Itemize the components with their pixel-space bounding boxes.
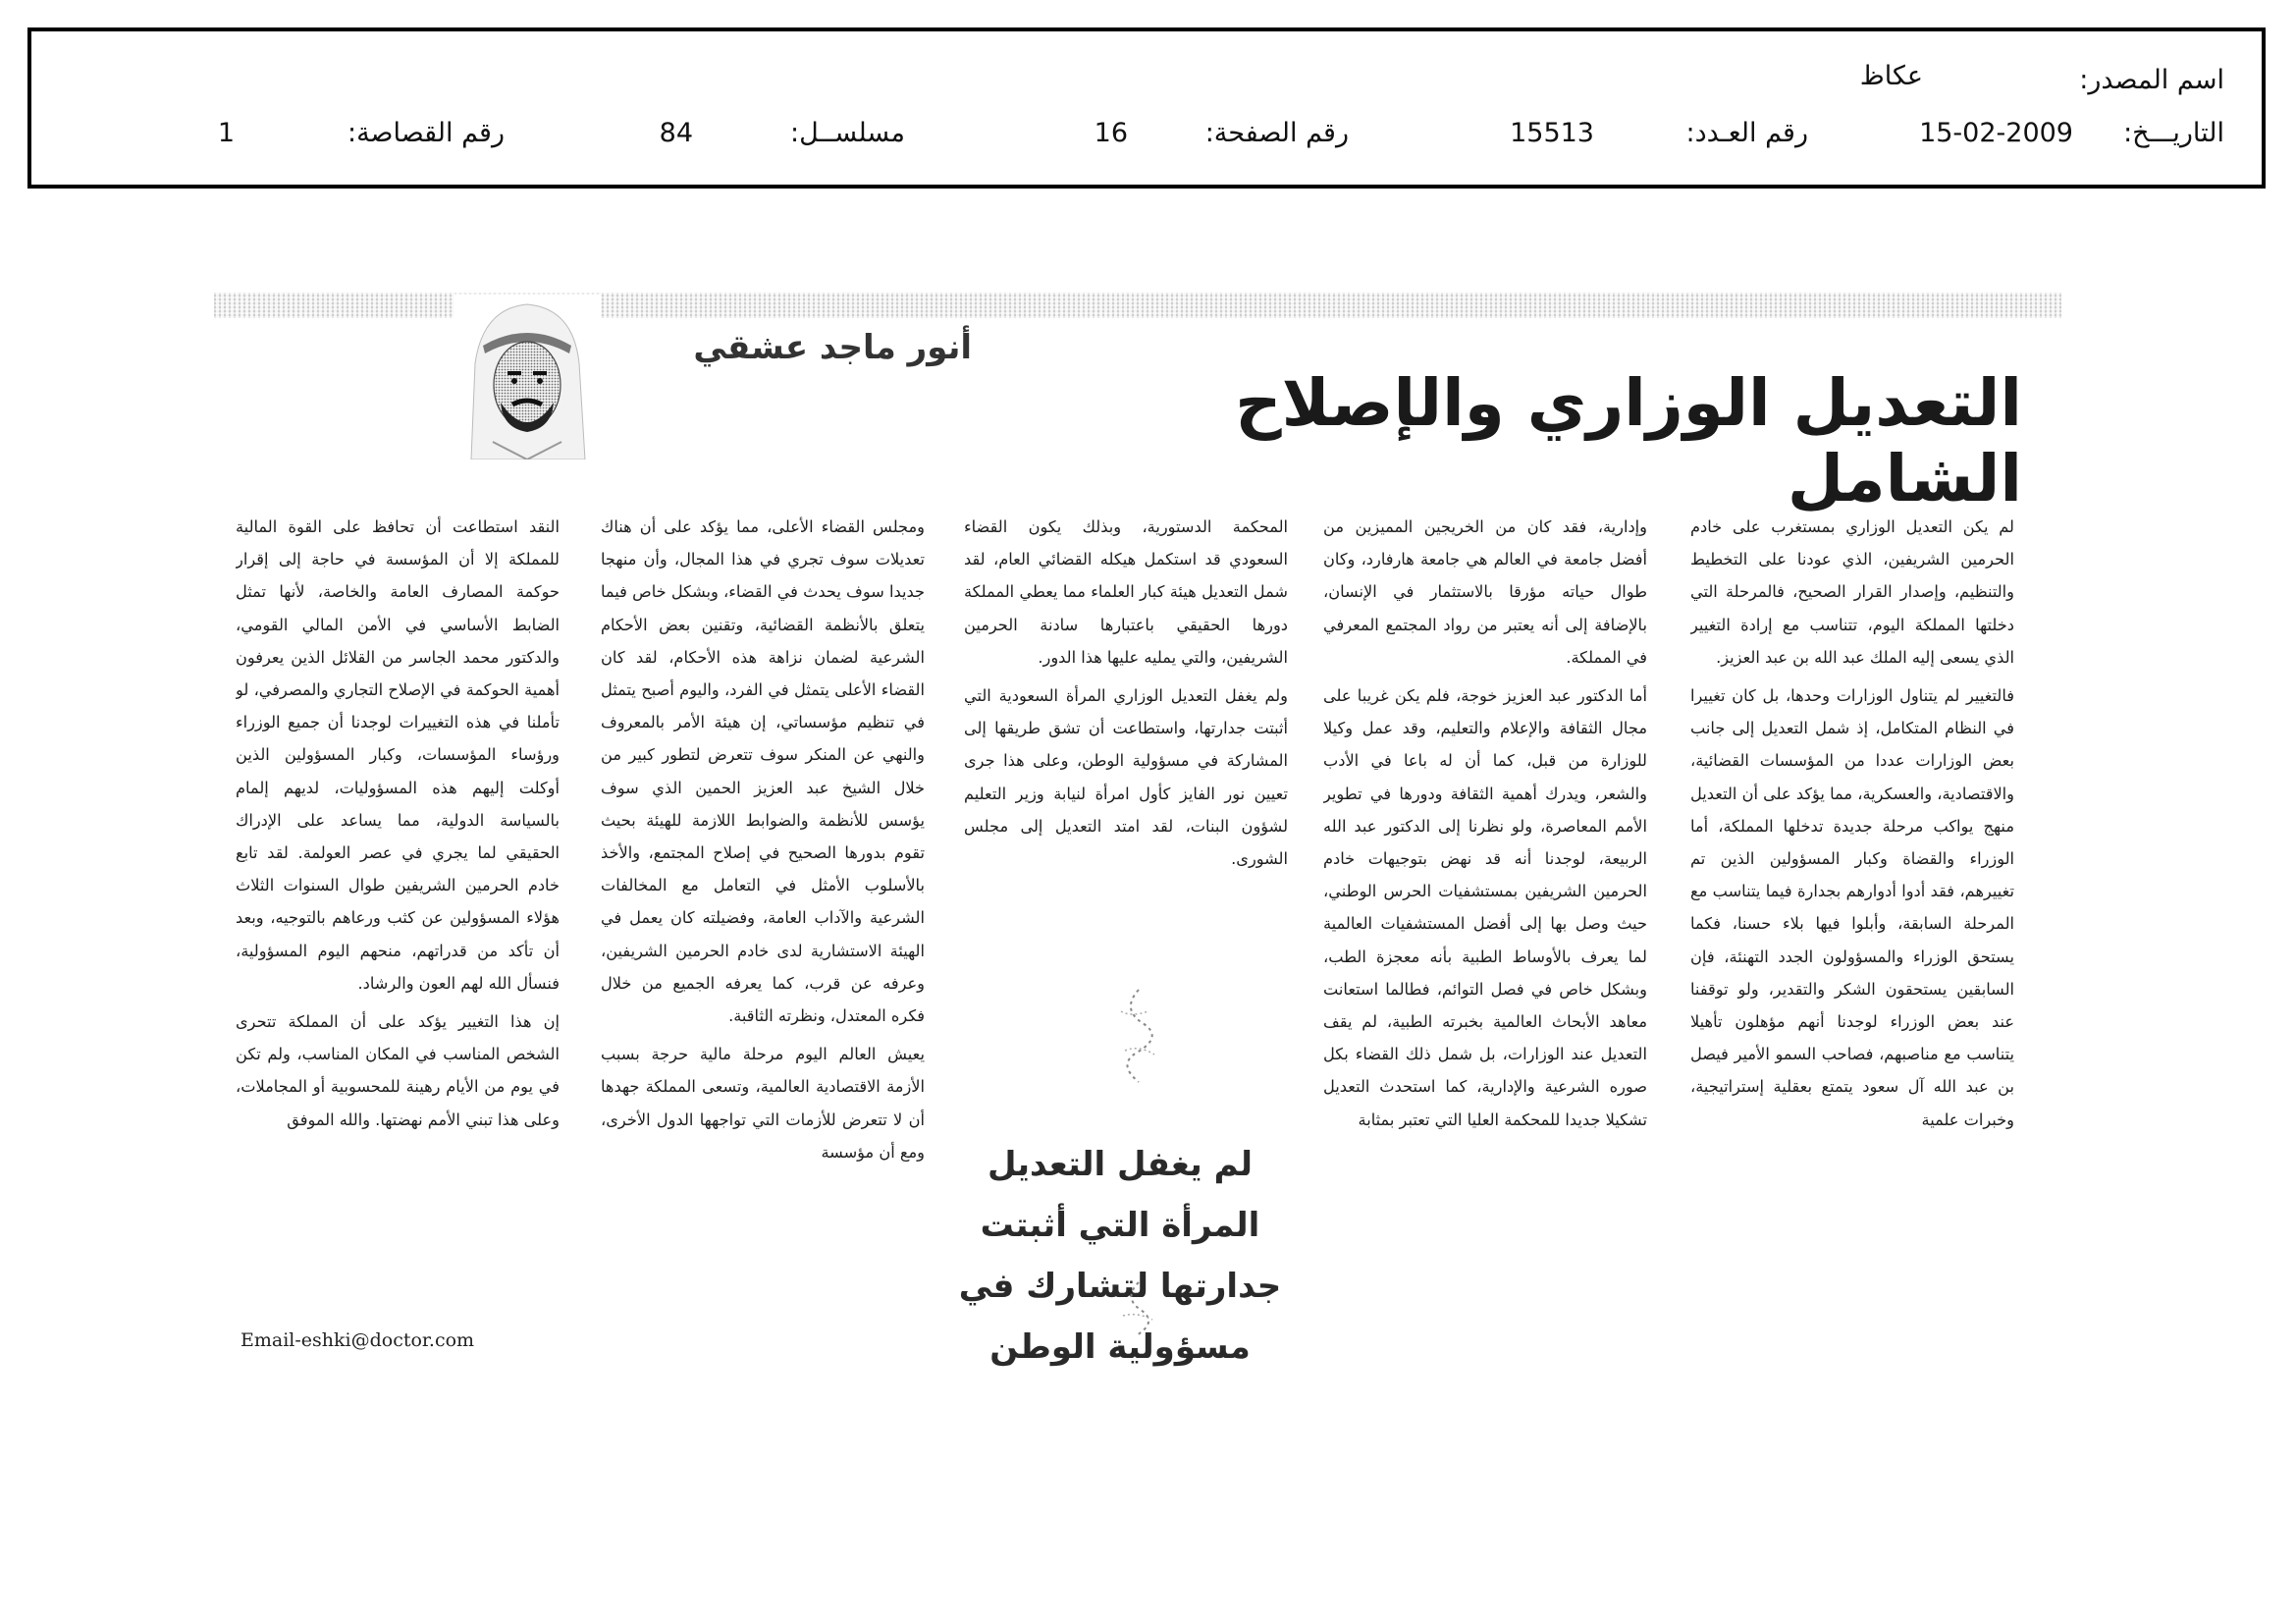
source-value: عكاظ bbox=[1859, 61, 1923, 91]
clipping-value: 1 bbox=[217, 118, 235, 148]
paragraph: يعيش العالم اليوم مرحلة مالية حرجة بسبب الأزمة الاقتصادية العالمية، وتسعى المملكة جهدها أن لا تتعرض للأزمات التي تواجهها الدول الأخرى، ومع أن مؤسسة bbox=[601, 1045, 925, 1162]
clipping-metadata-box bbox=[27, 27, 2266, 189]
paragraph: أما الدكتور عبد العزيز خوجة، فلم يكن غريبا على مجال الثقافة والإعلام والتعليم، وقد عمل وكيلا للوزارة من قبل، كما أن له باعا في الأدب والشعر، ويدرك أهمية الثقافة ودورها في تطوير الأمم المعاصرة، ولو نظرنا إلى الدكتور عبد الله الربيعة، لوجدنا أنه قد نهض بتوجيهات خادم الحرمين الشريفين بمستشفيات الحرس الوطني، حيث وصل بها إلى أفضل المستشفيات العالمية لما يعرف بالأوساط الطبية بأنه معجزة الطب، وبشكل خاص في فصل التوائم، فطالما استعانت معاهد الأبحاث العالمية بخبرته الطبية، لم يقف التعديل عند الوزارات، بل شمل ذلك القضاء بكل صوره الشرعية والإدارية، كما استحدث التعديل تشكيلا جديدا للمحكمة العليا التي تعتبر بمثابة bbox=[1323, 686, 1647, 1129]
paragraph: ومجلس القضاء الأعلى، مما يؤكد على أن هناك تعديلات سوف تجري في هذا المجال، وأن منهجا جديدا سوف يحدث في القضاء، وبشكل خاص فيما يتعلق بالأنظمة القضائية، وتقنين بعض الأحكام الشرعية لضمان نزاهة هذه الأحكام، لقد كان القضاء الأعلى يتمثل في الفرد، واليوم أصبح يتمثل في تنظيم مؤسساتي، إن هيئة الأمر بالمعروف والنهي عن المنكر سوف تتعرض لتطور كبير من خلال الشيخ عبد العزيز الحمين الذي سوف يؤسس للأنظمة والضوابط اللازمة للهيئة بحيث تقوم بدورها الصحيح في إصلاح المجتمع، والأخذ بالأسلوب الأمثل في التعامل مع المخالفات الشرعية والآداب العامة، وفضيلته كان يعمل في الهيئة الاستشارية لدى خادم الحرمين الشريفين، وعرفه عن قرب، كما يعرفه الجميع من خلال فكره المعتدل، ونظرته الثاقبة. bbox=[601, 517, 925, 1026]
paragraph: النقد استطاعت أن تحافظ على القوة المالية للمملكة إلا أن المؤسسة في حاجة إلى إقرار حوكمة المصارف العامة والخاصة، لأنها تمثل الضابط الأساسي في الأمن المالي القومي، والدكتور محمد الجاسر من القلائل الذين يعرفون أهمية الحوكمة في الإصلاح التجاري والمصرفي، لو تأملنا في هذه التغييرات لوجدنا أن جميع الوزراء ورؤساء المؤسسات، وكبار المسؤولين الذين أوكلت إليهم هذه المسؤوليات، لديهم إلمام بالسياسة الدولية، مما يساعد على الإدراك الحقيقي لما يجري في عصر العولمة. لقد تابع خادم الحرمين الشريفين طوال السنوات الثلاث هؤلاء المسؤولين عن كثب ورعاهم بالتوجيه، وبعد أن تأكد من قدراتهم، منحهم اليوم المسؤولية، فنسأل الله لهم العون والرشاد. bbox=[236, 517, 560, 993]
article-column-4 bbox=[601, 511, 925, 1345]
article-column-2 bbox=[1323, 511, 1647, 1345]
source-label: اسم المصدر: bbox=[2079, 65, 2224, 95]
paragraph: ولم يغفل التعديل الوزاري المرأة السعودية التي أثبتت جدارتها، واستطاعت أن تشق طريقها إلى المشاركة في مسؤولية الوطن، وعلى هذا جرى تعيين نور الفايز كأول امرأة لنيابة وزير التعليم لشؤون البنات، لقد امتد التعديل إلى مجلس الشورى. bbox=[964, 686, 1288, 869]
article-column-1 bbox=[1690, 511, 2014, 1345]
issue-label: رقم العـدد: bbox=[1685, 118, 1808, 148]
decorative-flourish-icon bbox=[1099, 982, 1178, 1090]
article-pullquote: لم يغفل التعديل المرأة التي أثبتت جدارتها لتشارك في مسؤولية الوطن bbox=[958, 1145, 1282, 1367]
paragraph: لم يكن التعديل الوزاري بمستغرب على خادم الحرمين الشريفين، الذي عودنا على التخطيط والتنظيم، وإصدار القرار الصحيح، فالمرحلة التي دخلتها المملكة اليوم، تتناسب مع إرادة التغيير الذي يسعى إليه الملك عبد الله بن عبد العزيز. bbox=[1690, 517, 2014, 667]
author-portrait-icon bbox=[454, 295, 601, 460]
decorative-flourish-icon bbox=[1099, 1276, 1178, 1355]
article-column-5 bbox=[236, 511, 560, 1316]
paragraph: المحكمة الدستورية، وبذلك يكون القضاء السعودي قد استكمل هيكله القضائي العام، لقد شمل التعديل هيئة كبار العلماء مما يعطي المملكة دورها الحقيقي باعتبارها سادنة الحرمين الشريفين، والتي يمليه عليها هذا الدور. bbox=[964, 517, 1288, 667]
paragraph: وإدارية، فقد كان من الخريجين المميزين من أفضل جامعة في العالم هي جامعة هارفارد، وكان طوال حياته مؤرقا بالاستثمار في الإنسان، بالإضافة إلى أنه يعتبر من رواد المجتمع المعرفي في المملكة. bbox=[1323, 517, 1647, 667]
article-author: أنور ماجد عشقي bbox=[693, 328, 972, 367]
page-label: رقم الصفحة: bbox=[1204, 118, 1349, 148]
date-value: 15-02-2009 bbox=[1919, 118, 2073, 148]
date-label: التاريـــخ: bbox=[2123, 118, 2224, 148]
paragraph: فالتغيير لم يتناول الوزارات وحدها، بل كان تغييرا في النظام المتكامل، إذ شمل التعديل إلى جانب بعض الوزارات عددا من المؤسسات القضائية، والاقتصادية، والعسكرية، مما يؤكد على أن التعديل منهج يواكب مرحلة جديدة تدخلها المملكة، أما الوزراء والقضاة وكبار المسؤولين الذين تم تغييرهم، فقد أدوا أدوارهم بجدارة فيما يتناسب مع المرحلة السابقة، وأبلوا فيها بلاء حسنا، فكما يستحق الوزراء والمسؤولون الجدد التهنئة، فإن السابقين يستحقون الشكر والتقدير، ولو توقفنا عند بعض الوزراء لوجدنا أنهم مؤهلون تأهيلا يتناسب مع مناصبهم، فصاحب السمو الأمير فيصل بن عبد الله آل سعود يتمتع بعقلية إستراتيجية، وخبرات علمية bbox=[1690, 686, 2014, 1129]
article-column-3 bbox=[964, 511, 1288, 952]
page-value: 16 bbox=[1094, 118, 1128, 148]
author-email: Email-eshki@doctor.com bbox=[240, 1329, 475, 1351]
serial-label: مسلســل: bbox=[790, 118, 905, 148]
article-headline: التعديل الوزاري والإصلاح الشامل bbox=[1235, 365, 2022, 516]
issue-value: 15513 bbox=[1510, 118, 1594, 148]
paragraph: إن هذا التغيير يؤكد على أن المملكة تتحرى الشخص المناسب في المكان المناسب، ولم تكن في يوم من الأيام رهينة للمحسوبية أو المجاملات، وعلى هذا تبني الأمم نهضتها. والله الموفق bbox=[236, 1012, 560, 1129]
serial-value: 84 bbox=[659, 118, 693, 148]
clipping-label: رقم القصاصة: bbox=[347, 118, 505, 148]
